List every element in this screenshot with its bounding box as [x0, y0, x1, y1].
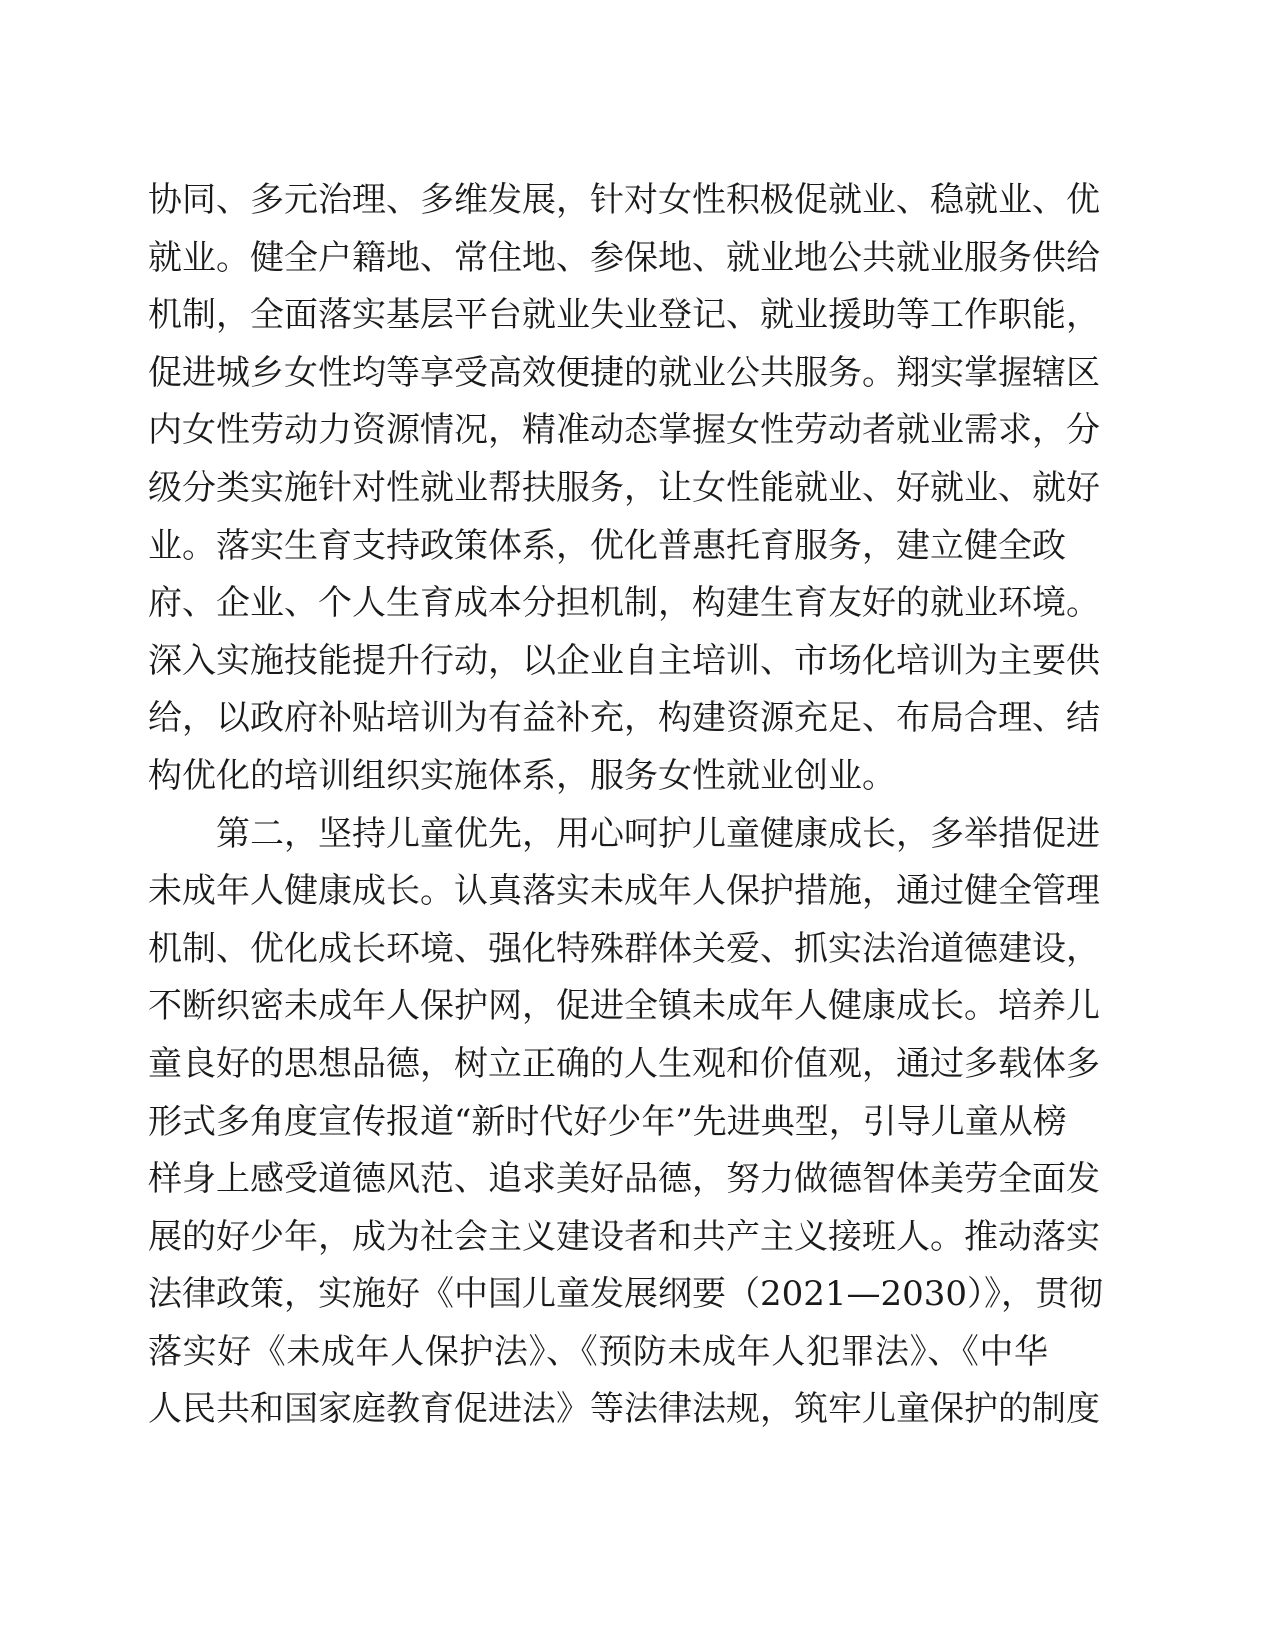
- text-line: 构优化的培训组织实施体系，服务女性就业创业。: [148, 755, 896, 796]
- paragraph-child-protection: [148, 806, 1104, 1440]
- text-line: 级分类实施针对性就业帮扶服务，让女性能就业、好就业、就好: [148, 467, 1100, 508]
- text-line: 未成年人健康成长。认真落实未成年人保护措施，通过健全管理: [148, 871, 1100, 912]
- text-line: 促进城乡女性均等享受高效便捷的就业公共服务。翔实掌握辖区: [148, 352, 1100, 393]
- text-line: 机制，全面落实基层平台就业失业登记、就业援助等工作职能，: [148, 295, 1100, 336]
- document-body: [148, 172, 1104, 1439]
- text-line: 展的好少年，成为社会主义建设者和共产主义接班人。推动落实: [148, 1216, 1100, 1257]
- text-line: 深入实施技能提升行动，以企业自主培训、市场化培训为主要供: [148, 640, 1100, 681]
- text-line: 协同、多元治理、多维发展，针对女性积极促就业、稳就业、优: [148, 180, 1100, 220]
- text-line: 法律政策，实施好《中国儿童发展纲要（2021—2030）》，贯彻: [148, 1274, 1104, 1315]
- text-line: 童良好的思想品德，树立正确的人生观和价值观，通过多载体多: [148, 1043, 1100, 1084]
- text-line: 业。落实生育支持政策体系，优化普惠托育服务，建立健全政: [148, 525, 1066, 566]
- text-line: 不断织密未成年人保护网，促进全镇未成年人健康成长。培养儿: [148, 986, 1100, 1027]
- text-line: 第二，坚持儿童优先，用心呵护儿童健康成长，多举措促进: [148, 813, 1100, 854]
- text-line: 内女性劳动力资源情况，精准动态掌握女性劳动者就业需求，分: [148, 410, 1100, 451]
- paragraph-women-employment: [148, 172, 1100, 806]
- text-line: 形式多角度宣传报道“新时代好少年”先进典型，引导儿童从榜: [148, 1101, 1067, 1142]
- text-line: 样身上感受道德风范、追求美好品德，努力做德智体美劳全面发: [148, 1159, 1100, 1200]
- text-line: 给，以政府补贴培训为有益补充，构建资源充足、布局合理、结: [148, 698, 1100, 739]
- text-line: 机制、优化成长环境、强化特殊群体关爱、抓实法治道德建设，: [148, 928, 1100, 969]
- text-line: 人民共和国家庭教育促进法》等法律法规，筑牢儿童保护的制度: [148, 1389, 1100, 1430]
- text-line: 就业。健全户籍地、常住地、参保地、就业地公共就业服务供给: [148, 237, 1100, 278]
- text-line: 落实好《未成年人保护法》、《预防未成年人犯罪法》、《中华: [148, 1331, 1048, 1372]
- text-line: 府、企业、个人生育成本分担机制，构建生育友好的就业环境。: [148, 583, 1100, 624]
